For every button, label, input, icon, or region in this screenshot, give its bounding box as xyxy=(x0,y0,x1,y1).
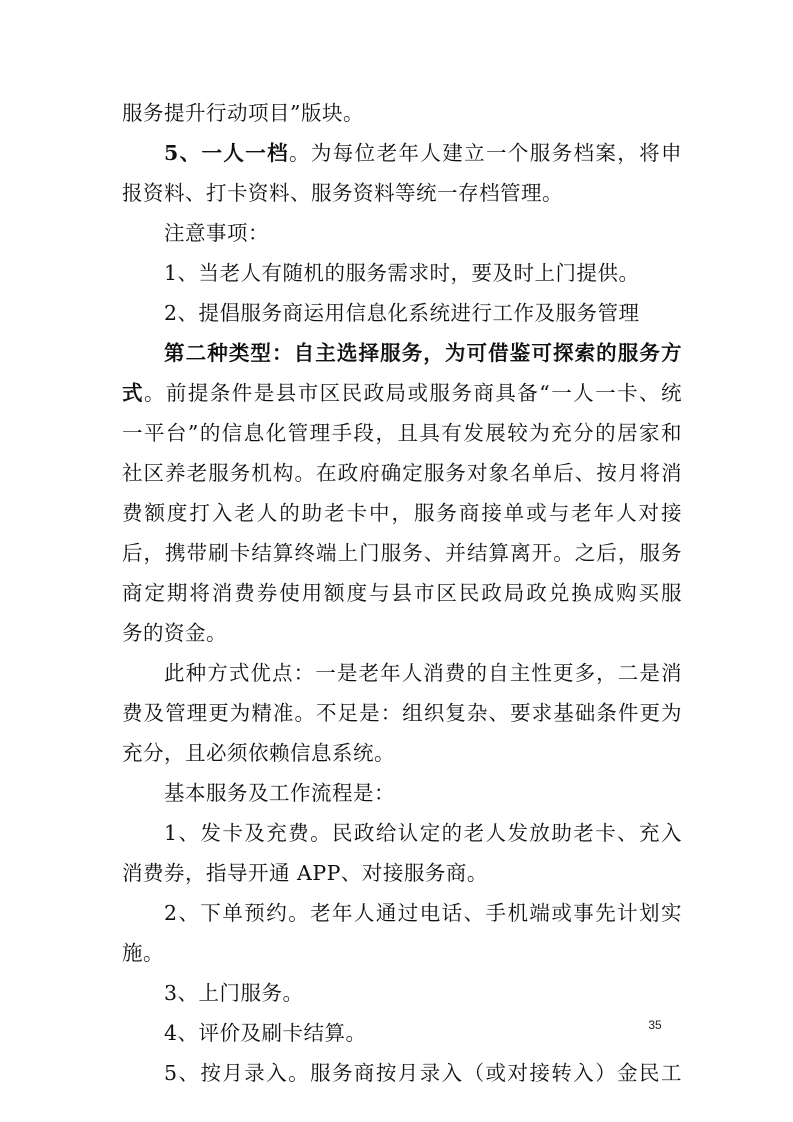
text-line: 式。前提条件是县市区民政局或服务商具备“一人一卡、统 xyxy=(122,381,683,405)
section-heading-line: 5、一人一档。为每位老年人建立一个服务档案，将申 xyxy=(164,141,683,165)
text-line: 务的资金。 xyxy=(122,621,227,645)
body-text xyxy=(122,93,682,1093)
process-heading: 基本服务及工作流程是： xyxy=(164,781,395,805)
bold-heading: 式 xyxy=(122,381,144,405)
text-line: 社区养老服务机构。在政府确定服务对象名单后、按月将消 xyxy=(122,461,682,485)
type-heading-line xyxy=(122,333,682,373)
process-step: 3、上门服务。 xyxy=(164,981,304,1005)
text-line: 服务提升行动项目”版块。 xyxy=(122,101,364,125)
text-line: 费及管理更为精准。不足是：组织复杂、要求基础条件更为 xyxy=(122,701,682,725)
process-step: 4、评价及刷卡结算。 xyxy=(164,1021,367,1045)
text-line: 费额度打入老人的助老卡中，服务商接单或与老年人对接 xyxy=(122,501,682,525)
text-line: 商定期将消费券使用额度与县市区民政局政兑换成购买服 xyxy=(122,581,682,605)
bold-heading: 5、一人一档 xyxy=(164,141,290,165)
bold-heading: 第二种类型：自主选择服务，为可借鉴可探索的服务方 xyxy=(164,341,682,365)
process-step: 1、发卡及充费。民政给认定的老人发放助老卡、充入 xyxy=(164,821,682,845)
process-step: 2、下单预约。老年人通过电话、手机端或事先计划实 xyxy=(164,901,682,925)
text-line: 后，携带刷卡结算终端上门服务、并结算离开。之后，服务 xyxy=(122,541,682,565)
text-line: 消费券，指导开通 APP、对接服务商。 xyxy=(122,861,488,885)
page-number: 35 xyxy=(648,1018,662,1032)
note-item: 1、当老人有随机的服务需求时，要及时上门提供。 xyxy=(164,261,640,285)
text-line: 一平台”的信息化管理手段，且具有发展较为充分的居家和 xyxy=(122,421,682,445)
process-step: 5、按月录入。服务商按月录入（或对接转入）金民工 xyxy=(164,1061,682,1085)
text-line: 充分，且必须依赖信息系统。 xyxy=(122,741,395,765)
text-line: 施。 xyxy=(122,941,164,965)
note-item: 2、提倡服务商运用信息化系统进行工作及服务管理 xyxy=(164,301,640,325)
notes-heading: 注意事项： xyxy=(164,221,269,245)
text-line: 此种方式优点：一是老年人消费的自主性更多，二是消 xyxy=(164,661,682,685)
text-line: 报资料、打卡资料、服务资料等统一存档管理。 xyxy=(122,181,563,205)
